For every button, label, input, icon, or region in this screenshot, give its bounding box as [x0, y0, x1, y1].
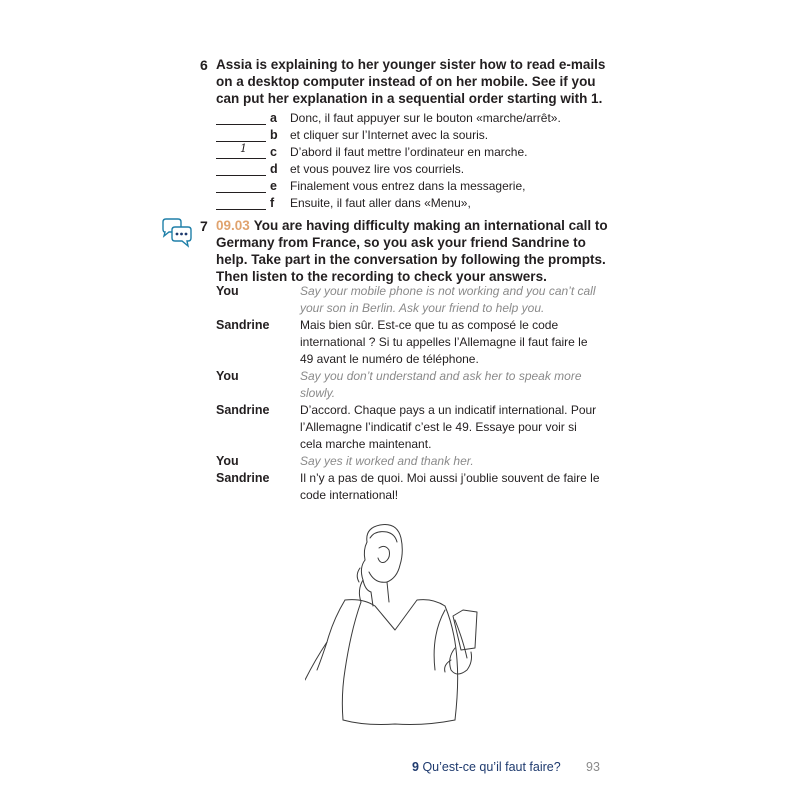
exercise-7-instruction	[216, 217, 616, 285]
speech-bubbles-icon	[160, 218, 194, 253]
option-f	[216, 193, 616, 210]
dialogue-line: Il n’y a pas de quoi. Moi aussi j’oublie souvent de faire le code international!	[300, 471, 600, 502]
option-letter: f	[270, 196, 275, 210]
answer-blank-b[interactable]	[216, 128, 266, 142]
option-letter: c	[270, 145, 277, 159]
option-letter: b	[270, 128, 278, 142]
option-c	[216, 142, 616, 159]
option-text: Finalement vous entrez dans la messagerie,	[290, 179, 526, 193]
dialogue-prompt: Say yes it worked and thank her.	[300, 454, 474, 468]
chapter-title: Qu’est-ce qu’il faut faire?	[422, 760, 561, 774]
answer-blank-c[interactable]: 1	[216, 145, 266, 159]
exercise-6-text: Assia is explaining to her younger sister how to read e-mails on a desktop computer instead of on her mobile. See if you can put her explanation in a sequential order starting with 1.	[216, 57, 606, 106]
speaker: Sandrine	[216, 471, 270, 485]
chapter-footer	[412, 760, 561, 774]
answer-blank-e[interactable]	[216, 179, 266, 193]
dialogue-row	[216, 453, 616, 470]
exercise-7-number: 7	[200, 218, 208, 234]
dialogue-row	[216, 402, 616, 453]
speaker: You	[216, 369, 239, 383]
option-letter: a	[270, 111, 277, 125]
answer-blank-d[interactable]	[216, 162, 266, 176]
answer-blank-f[interactable]	[216, 196, 266, 210]
exercise-6-number: 6	[200, 57, 208, 73]
option-b	[216, 125, 616, 142]
dialogue-prompt: Say your mobile phone is not working and you can’t call your son in Berlin. Ask your friend to help you.	[300, 284, 596, 315]
option-text: Donc, il faut appuyer sur le bouton «marche/arrêt».	[290, 111, 561, 125]
option-text: D’abord il faut mettre l’ordinateur en marche.	[290, 145, 528, 159]
speaker: You	[216, 454, 239, 468]
dialogue-row	[216, 317, 616, 368]
option-e	[216, 176, 616, 193]
person-on-phone-illustration	[305, 520, 495, 745]
dialogue-prompt: Say you don’t understand and ask her to speak more slowly.	[300, 369, 582, 400]
option-letter: d	[270, 162, 278, 176]
speaker: Sandrine	[216, 403, 270, 417]
answer-blank-a[interactable]	[216, 111, 266, 125]
dialogue-row	[216, 283, 616, 317]
option-letter: e	[270, 179, 277, 193]
option-text: Ensuite, il faut aller dans «Menu»,	[290, 196, 471, 210]
dialogue	[216, 283, 616, 504]
audio-code[interactable]: 09.03	[216, 218, 250, 233]
option-a	[216, 108, 616, 125]
exercise-7-text: 09.03 You are having difficulty making an international call to Germany from France, so you ask your friend Sandrine to help. Take part in the conversation by following the prompts. Then listen to the recording to check your answers.	[216, 218, 608, 284]
page-number: 93	[586, 760, 600, 774]
exercise-6-options	[216, 108, 616, 210]
dialogue-row	[216, 368, 616, 402]
option-d	[216, 159, 616, 176]
speaker: Sandrine	[216, 318, 270, 332]
dialogue-row	[216, 470, 616, 504]
dialogue-line: D’accord. Chaque pays a un indicatif international. Pour l’Allemagne l’indicatif c’est le 49. Essaye pour voir si cela marche maintenant.	[300, 403, 597, 451]
dialogue-line: Mais bien sûr. Est-ce que tu as composé le code international ? Si tu appelles l’Allemagne il faut faire le 49 avant le numéro de téléphone.	[300, 318, 588, 366]
option-text: et vous pouvez lire vos courriels.	[290, 162, 465, 176]
option-text: et cliquer sur l’Internet avec la souris.	[290, 128, 489, 142]
speaker: You	[216, 284, 239, 298]
exercise-6-instruction	[216, 56, 621, 107]
chapter-number: 9	[412, 760, 419, 774]
